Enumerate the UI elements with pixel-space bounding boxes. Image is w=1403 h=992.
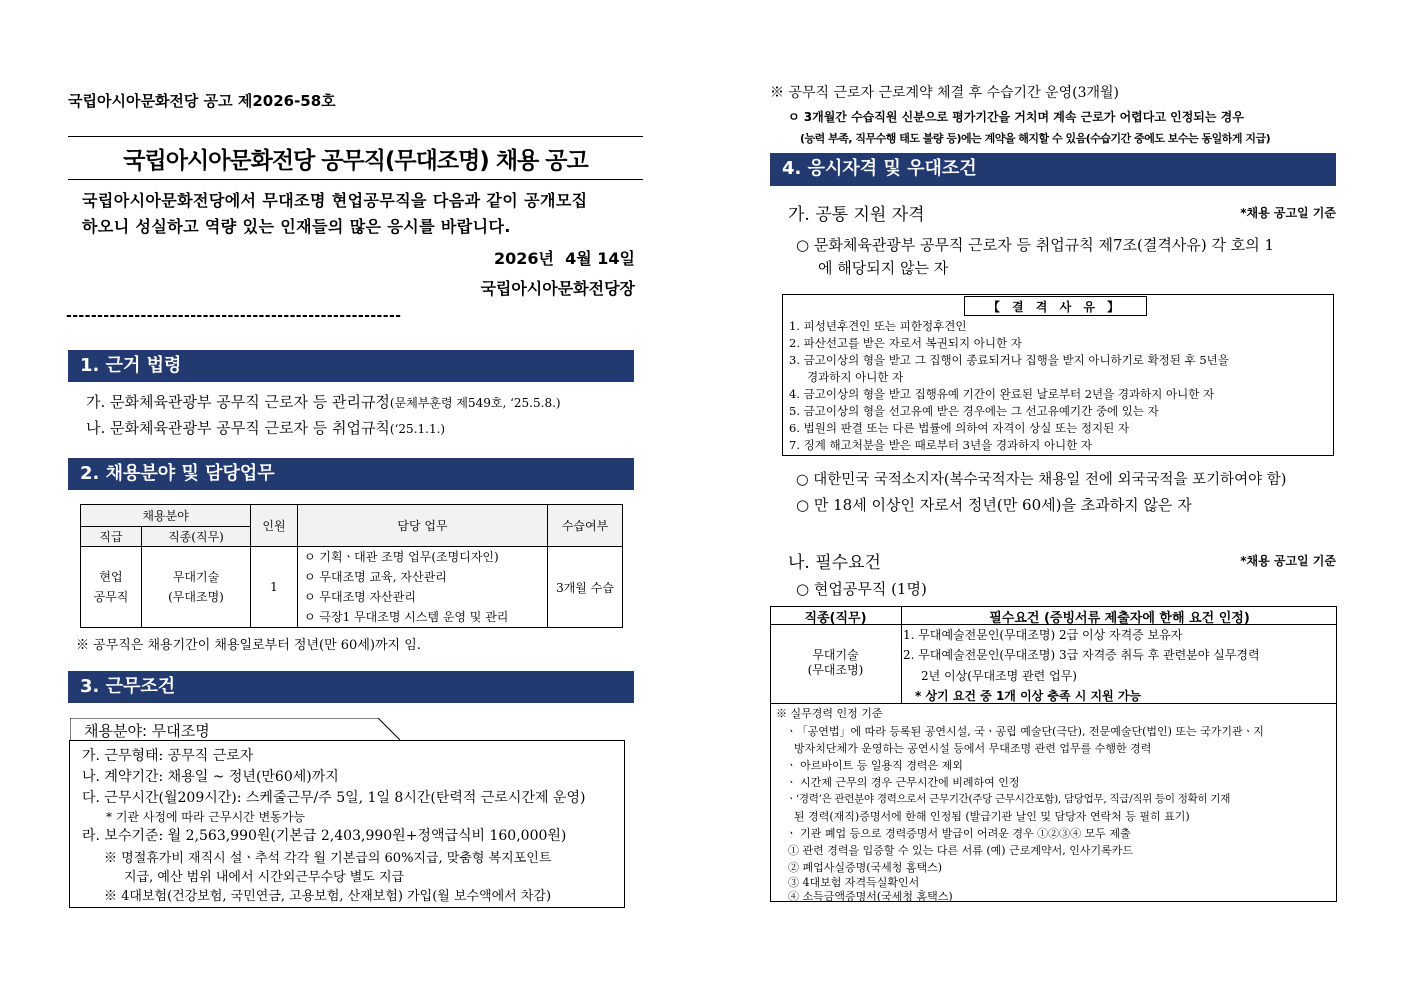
notice-date: 2026년 4월 14일 <box>493 249 635 268</box>
duty-item: ㅇ 기획ㆍ대관 조명 업무(조명디자인) <box>304 550 499 564</box>
job-table <box>80 504 623 628</box>
cond-line: 다. 근무시간(월209시간): 스케줄근무/주 5일, 1일 8시간(탄력적 근로시간제 운영) <box>82 790 586 806</box>
section-4-header: 4. 응시자격 및 우대조건 <box>770 153 1336 186</box>
cond-line: 지급, 예산 범위 내에서 시간외근무수당 별도 지급 <box>124 870 405 885</box>
cond-line: 나. 계약기간: 채용일 ~ 정년(만60세)까지 <box>82 769 339 785</box>
req-note: 방자치단체가 운영하는 공연시설 등에서 무대조명 관련 업무를 수행한 경력 <box>794 742 1152 755</box>
section-2-header: 2. 채용분야 및 담당업무 <box>68 458 634 490</box>
disq-item: 6. 법원의 판결 또는 다른 법률에 의하여 자격이 상실 또는 정지된 자 <box>789 421 1130 435</box>
cell-duties <box>298 547 548 628</box>
disq-item: 경과하지 아니한 자 <box>807 370 904 384</box>
req-note: ③ 4대보험 자격득실확인서 <box>788 876 920 889</box>
req-note: 된 경력(재직)증명서에 한해 인정됨 (발급기관 날인 및 담당자 연락처 등 필히 표기) <box>794 810 1190 823</box>
duty-item: ㅇ 극장1 무대조명 시스템 운영 및 관리 <box>304 610 509 624</box>
req-note: ② 폐업사실증명(국세청 홈택스) <box>788 861 943 874</box>
dash-divider: ------------------------------------------------------ <box>66 308 402 324</box>
duty-item: ㅇ 무대조명 교육, 자산관리 <box>304 570 447 584</box>
cond-line: ※ 명절휴가비 재직시 설ㆍ추석 각각 월 기본급의 60%지급, 맞춤형 복지포인트 <box>104 851 552 866</box>
notice-number: 국립아시아문화전당 공고 제2026-58호 <box>68 92 336 110</box>
law-item-b-detail: (‘25.1.1.) <box>389 422 446 436</box>
req-item: * 상기 요건 중 1개 이상 충족 시 지원 가능 <box>915 689 1142 703</box>
qual-item-3: ○ 만 18세 이상인 자로서 정년(만 60세)을 초과하지 않은 자 <box>796 496 1192 514</box>
req-type-cell <box>770 648 901 678</box>
req-item: 2. 무대예술전문인(무대조명) 3급 자격증 취득 후 관련분야 실무경력 <box>903 648 1260 662</box>
req-note: ④ 소득금액증명서(국세청 홈택스) <box>788 890 953 903</box>
req-header-requirements: 필수요건 (증빙서류 제출자에 한해 요건 인정) <box>989 611 1250 626</box>
probation-line-2: (능력 부족, 직무수행 태도 불량 등)에는 계약을 해지할 수 있음(수습기간 중에도 보수는 동일하게 지급) <box>800 132 1271 145</box>
disq-item: 7. 징계 해고처분을 받은 때로부터 3년을 경과하지 아니한 자 <box>789 438 1093 452</box>
cond-line: 라. 보수기준: 월 2,563,990원(기본급 2,403,990원+정액급식비 160,000원) <box>82 828 567 844</box>
cond-line: * 기관 사정에 따라 근무시간 변동가능 <box>106 810 305 824</box>
basis-note-a: *채용 공고일 기준 <box>1240 206 1336 220</box>
cond-line: 가. 근무형태: 공무직 근로자 <box>82 748 254 764</box>
req-note: ㆍ「공연법」에 따라 등록된 공연시설, 국ㆍ공립 예술단(극단), 전문예술단(법인) 또는 국가기관ㆍ지 <box>786 725 1264 738</box>
disqualification-title: 【 결 격 사 유 】 <box>964 296 1147 316</box>
required-title: 나. 필수요건 <box>788 553 881 573</box>
law-item-a-detail: (문체부훈령 제549호, ‘25.5.8.) <box>389 396 561 410</box>
cell-count: 1 <box>251 547 298 628</box>
conditions-tab-label: 채용분야: 무대조명 <box>84 722 210 740</box>
th-training: 수습여부 <box>548 505 623 547</box>
th-grade: 직급 <box>81 527 142 547</box>
req-note: ㆍ 기관 폐업 등으로 경력증명서 발급이 어려운 경우 ①②③④ 모두 제출 <box>786 827 1131 840</box>
law-item-a <box>86 391 561 412</box>
req-item: 2년 이상(무대조명 관련 업무) <box>921 669 1077 683</box>
probation-line-1: ㅇ 3개월간 수습직원 신분으로 평가기간을 거치며 계속 근로가 어렵다고 인정되는 경우 <box>788 110 1244 124</box>
required-item: ○ 현업공무직 (1명) <box>796 580 927 598</box>
intro-line-1: 국립아시아문화전당에서 무대조명 현업공무직을 다음과 같이 공개모집 <box>82 191 588 210</box>
req-item: 1. 무대예술전문인(무대조명) 2급 이상 자격증 보유자 <box>903 628 1183 642</box>
qual-item-1-l2: 에 해당되지 않는 자 <box>818 259 949 277</box>
disq-item: 4. 금고이상의 형을 받고 집행유예 기간이 완료된 날로부터 2년을 경과하지 아니한 자 <box>789 387 1215 401</box>
section-2-note: ※ 공무직은 채용기간이 채용일로부터 정년(만 60세)까지 임. <box>76 638 421 653</box>
req-type-line-2: (무대조명) <box>807 663 864 677</box>
cell-type <box>142 547 251 628</box>
disq-item: 2. 파산선고를 받은 자로서 복권되지 아니한 자 <box>789 336 1022 350</box>
th-count: 인원 <box>251 505 298 547</box>
req-note: ㆍ 아르바이트 등 일용직 경력은 제외 <box>786 759 963 772</box>
type-line-1: 무대기술 <box>172 570 220 584</box>
th-duties: 담당 업무 <box>298 505 548 547</box>
section-1-header: 1. 근거 법령 <box>68 350 634 382</box>
req-note: ㆍ‘경력’은 관련분야 경력으로서 근무기간(주당 근무시간포함), 담당업무, 직급/직위 등이 정확히 기재 <box>786 793 1231 805</box>
req-header-type: 직종(직무) <box>804 611 867 626</box>
th-type: 직종(직무) <box>142 527 251 547</box>
intro-line-2: 하오니 성실하고 역량 있는 인재들의 많은 응시를 바랍니다. <box>82 217 511 236</box>
title-top-rule <box>68 136 643 137</box>
grade-line-1: 현업 <box>99 570 123 584</box>
title-bottom-rule <box>68 179 643 180</box>
probation-title: ※ 공무직 근로자 근로계약 체결 후 수습기간 운영(3개월) <box>770 85 1119 101</box>
common-qual-title: 가. 공통 지원 자격 <box>788 205 925 225</box>
section-3-header: 3. 근무조건 <box>68 671 634 703</box>
type-line-2: (무대조명) <box>168 590 224 604</box>
disq-item: 1. 피성년후견인 또는 피한정후견인 <box>789 319 967 333</box>
req-note: ㆍ 시간제 근무의 경우 근무시간에 비례하여 인정 <box>786 776 1020 789</box>
qual-item-2: ○ 대한민국 국적소지자(복수국적자는 채용일 전에 외국국적을 포기하여야 함) <box>796 472 1287 488</box>
cond-line: ※ 4대보험(건강보험, 국민연금, 고용보험, 산재보험) 가입(월 보수액에서 차감) <box>104 889 552 904</box>
cell-grade <box>81 547 142 628</box>
grade-line-2: 공무직 <box>93 590 129 604</box>
law-item-b-main: 나. 문화체육관광부 공무직 근로자 등 취업규칙 <box>86 419 390 437</box>
req-note: ① 관련 경력을 입증할 수 있는 다른 서류 (예) 근로계약서, 인사기록카드 <box>788 844 1133 857</box>
basis-note-b: *채용 공고일 기준 <box>1240 554 1336 568</box>
law-item-b <box>86 417 445 438</box>
law-item-a-main: 가. 문화체육관광부 공무직 근로자 등 관리규정 <box>86 393 390 411</box>
cell-training: 3개월 수습 <box>548 547 623 628</box>
req-type-line-1: 무대기술 <box>812 648 859 662</box>
page-title: 국립아시아문화전당 공무직(무대조명) 채용 공고 <box>123 148 588 174</box>
req-note: ※ 실무경력 인정 기준 <box>776 707 883 720</box>
disq-item: 3. 금고이상의 형을 받고 그 집행이 종료되거나 집행을 받지 아니하기로 확정된 후 5년을 <box>789 353 1229 367</box>
notice-signer: 국립아시아문화전당장 <box>480 279 635 298</box>
disq-item: 5. 금고이상의 형을 선고유예 받은 경우에는 그 선고유예기간 중에 있는 자 <box>789 404 1159 418</box>
th-field: 채용분야 <box>81 505 251 527</box>
qual-item-1-l1: ○ 문화체육관광부 공무직 근로자 등 취업규칙 제7조(결격사유) 각 호의 1 <box>796 236 1275 254</box>
duty-item: ㅇ 무대조명 자산관리 <box>304 590 416 604</box>
